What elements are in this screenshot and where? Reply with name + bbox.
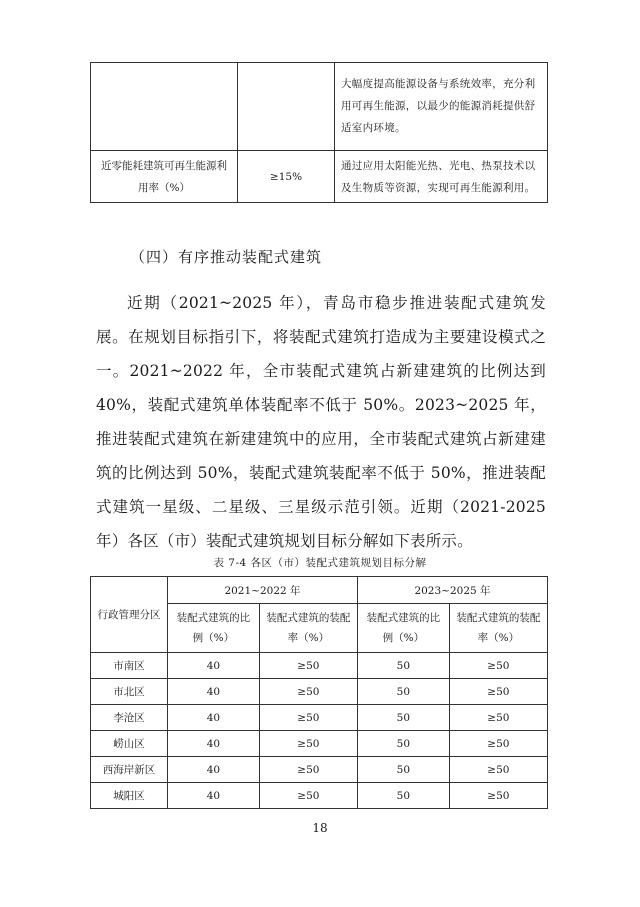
body-paragraph: 近期（2021~2025 年），青岛市稳步推进装配式建筑发展。在规划目标指引下，将装配式建筑打造成为主要建设模式之一。2021~2022 年，全市装配式建筑占新建建筑的比例达到 40%，装配式建筑单体装配率不低于 50%。2023~2025 年，推进装配式建筑在新建建筑中的应用，全市装配式建筑占新建建筑的比例达到 50%，装配式建筑装配率不低于 50%，推进装配式建筑一星级、二星级、三星级示范引领。近期（2021-2025 年）各区（市）装配式建筑规划目标分解如下表所示。 [96, 294, 546, 550]
table-row [91, 151, 548, 203]
value-cell: 40 [168, 679, 260, 705]
value-cell: ≥50 [449, 783, 547, 809]
header-period-2023-2025: 2023~2025 年 [357, 577, 547, 604]
value-cell: 40 [168, 757, 260, 783]
value-cell: 40 [168, 705, 260, 731]
page-number: 18 [312, 821, 328, 835]
value-cell: 40 [168, 783, 260, 809]
target-cell [238, 63, 335, 151]
value-cell: 50 [357, 653, 449, 679]
value-cell: ≥50 [449, 731, 547, 757]
district-cell: 李沧区 [91, 705, 168, 731]
section-heading: （四）有序推动装配式建筑 [130, 248, 323, 266]
energy-target-table [90, 62, 548, 203]
subheader-cell: 装配式建筑的装配率（%） [449, 604, 547, 653]
subheader-cell: 装配式建筑的比例（%） [357, 604, 449, 653]
table-row [91, 63, 548, 151]
table-row [91, 705, 548, 731]
value-cell: ≥50 [259, 783, 357, 809]
value-cell: 50 [357, 731, 449, 757]
district-cell: 西海岸新区 [91, 757, 168, 783]
district-cell: 崂山区 [91, 731, 168, 757]
table-row [91, 653, 548, 679]
description-cell: 通过应用太阳能光热、光电、热泵技术以及生物质等资源，实现可再生能源利用。 [335, 151, 548, 203]
description-cell: 大幅度提高能源设备与系统效率，充分利用可再生能源，以最少的能源消耗提供舒适室内环境。 [335, 63, 548, 151]
district-cell: 市南区 [91, 653, 168, 679]
value-cell: ≥50 [449, 757, 547, 783]
table-row [91, 731, 548, 757]
district-cell: 城阳区 [91, 783, 168, 809]
value-cell: ≥50 [449, 653, 547, 679]
indicator-cell: 近零能耗建筑可再生能源利用率（%） [91, 151, 238, 203]
value-cell: 40 [168, 731, 260, 757]
value-cell: ≥50 [259, 653, 357, 679]
value-cell: ≥50 [259, 679, 357, 705]
district-cell: 市北区 [91, 679, 168, 705]
value-cell: 50 [357, 783, 449, 809]
header-admin-district: 行政管理分区 [91, 577, 168, 653]
value-cell: ≥50 [449, 705, 547, 731]
value-cell: ≥50 [259, 705, 357, 731]
indicator-cell [91, 63, 238, 151]
value-cell: 50 [357, 705, 449, 731]
value-cell: ≥50 [449, 679, 547, 705]
subheader-cell: 装配式建筑的装配率（%） [259, 604, 357, 653]
value-cell: 50 [357, 757, 449, 783]
table-row [91, 757, 548, 783]
value-cell: 40 [168, 653, 260, 679]
table-caption: 表 7-4 各区（市）装配式建筑规划目标分解 [213, 557, 427, 569]
prefab-target-table [90, 576, 548, 809]
value-cell: 50 [357, 679, 449, 705]
header-period-2021-2022: 2021~2022 年 [168, 577, 358, 604]
table-row [91, 783, 548, 809]
value-cell: ≥50 [259, 731, 357, 757]
table-row [91, 679, 548, 705]
subheader-cell: 装配式建筑的比例（%） [168, 604, 260, 653]
value-cell: ≥50 [259, 757, 357, 783]
table-header-row [91, 577, 548, 604]
target-cell: ≥15% [238, 151, 335, 203]
